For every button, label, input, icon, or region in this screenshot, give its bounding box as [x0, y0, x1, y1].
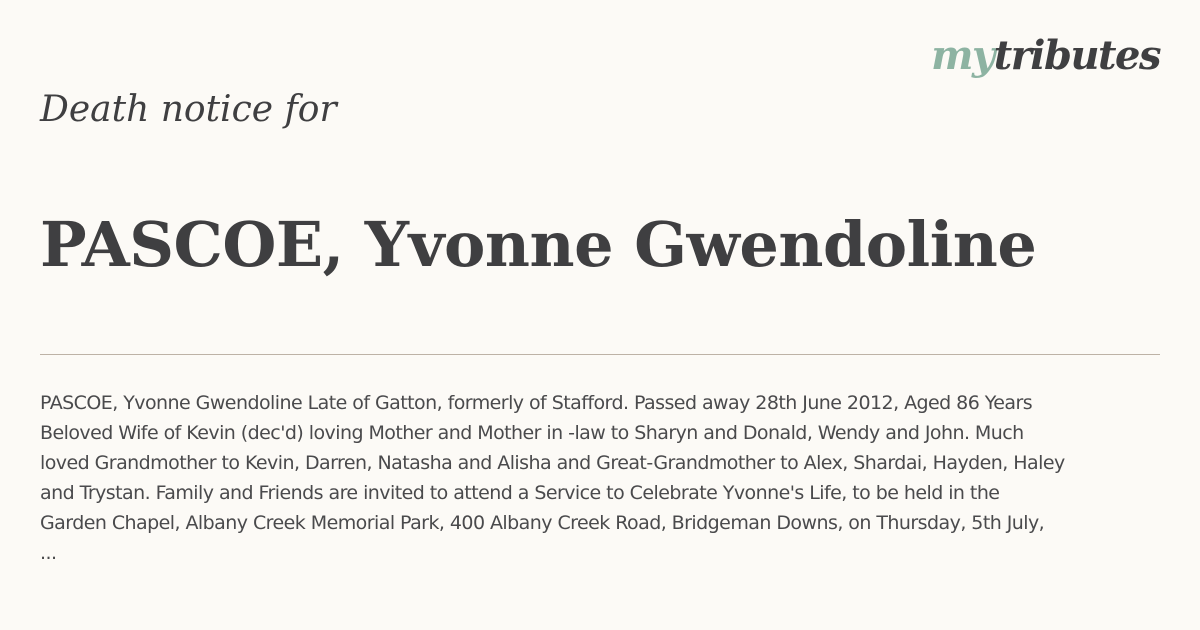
notice-text: PASCOE, Yvonne Gwendoline Late of Gatton, formerly of Stafford. Passed away 28th June 2012, Aged 86 Years Beloved Wife of Kevin (dec'd) loving Mother and Mother in -law to Sharyn and Donald, Wendy and John. Much loved Grandmother to Kevin, Darren, Natasha and Alisha and Great-Grandmother to Alex, Shardai, Hayden, Haley and Trystan. Family and Friends are invited to attend a Service to Celebrate Yvonne's Life, to be held in the Garden Chapel, Albany Creek Memorial Park, 400 Albany Creek Road, Bridgeman Downs, on Thursday, 5th July, ...	[40, 392, 1065, 564]
deceased-name: PASCOE, Yvonne Gwendoline	[40, 208, 1037, 281]
logo-my: my	[931, 32, 994, 79]
mytributes-logo[interactable]	[931, 32, 1160, 79]
logo-tributes: tributes	[993, 32, 1160, 79]
divider	[40, 354, 1160, 355]
page-subtitle: Death notice for	[40, 89, 337, 130]
